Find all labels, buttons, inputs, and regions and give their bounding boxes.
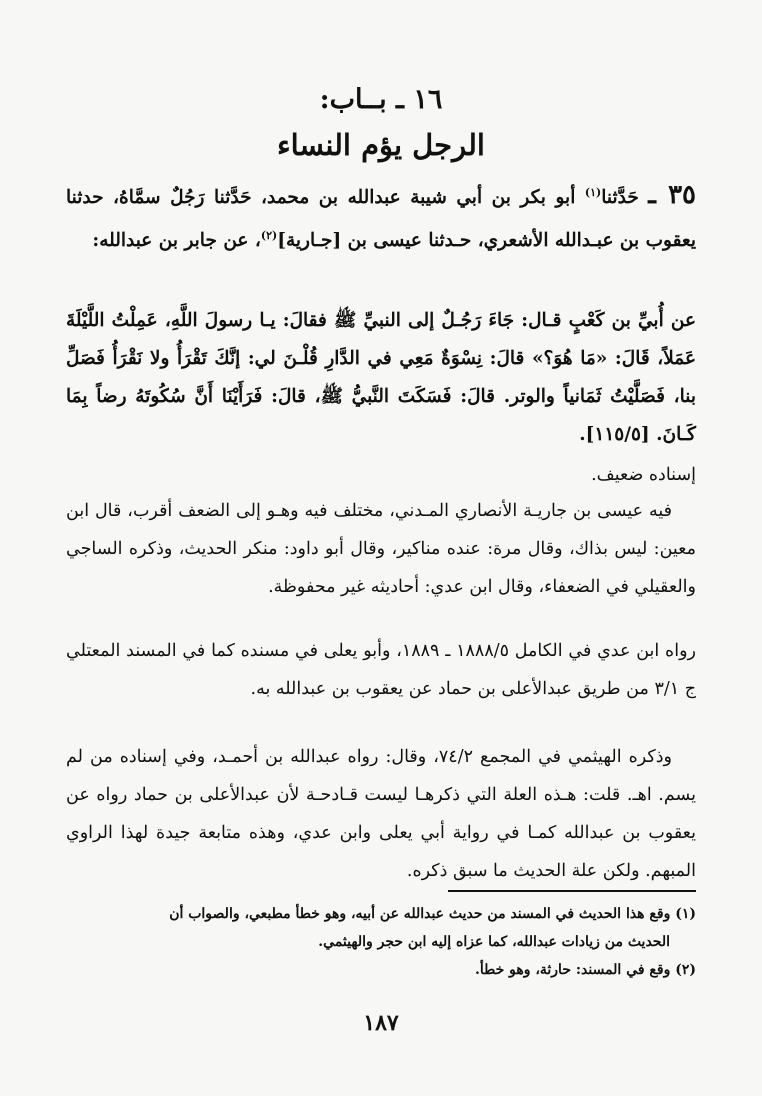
hadith-block [66, 174, 696, 260]
footnote-1-continuation: الحديث من زيادات عبدالله، كما عزاه إليه ابن حجر والهيثمي. [318, 934, 670, 950]
hadith-matn-block [66, 302, 696, 454]
isnad-start: حَدَّثنا [601, 187, 639, 209]
commentary-p3-block [66, 738, 696, 890]
chapter-number-heading: ١٦ ـ بــاب: [319, 84, 443, 115]
grading-block [66, 456, 696, 494]
isnad-end: ، عن جابر بن عبدالله: [92, 230, 261, 252]
hadith-matn: عن أُبيِّ بن كَعْبٍ قـال: جَاءَ رَجُـلٌ إلى النبيِّ ﷺ فقالَ: يـا رسولَ اللَّهِ، عَمِلْتُ اللَّيْلَةَ عَمَلاً، قَالَ: «مَا هُوَ؟» قالَ: نِسْوَةٌ مَعِي في الدَّارِ قُلْـنَ لي: إنَّكَ تَقْرَأُ ولا نَقْرَأُ فَصَلِّ بنا، فَصَلَّيْتُ ثَمَانياً والوتر. قالَ: فَسَكَتَ النَّبيُّ ﷺ، قالَ: فَرَأَيْنَا أَنَّ سُكُوتَهُ رضاً بِمَا كَـانَ. [١١٥/٥]. [66, 310, 696, 445]
commentary-p2-block [66, 632, 696, 708]
chapter-title: الرجل يؤم النساء [277, 128, 485, 162]
footnote-2-text: وقع في المسند: حارثة، وهو خطأ. [474, 962, 671, 978]
commentary-paragraph-2: رواه ابن عدي في الكامل ١٨٨٨/٥ ـ ١٨٨٩، وأبو يعلى في مسنده كما في المسند المعتلي ج ٣/١ من طريق عبدالأعلى بن حماد عن يعقوب بن عبدالله به. [66, 641, 696, 699]
footnotes [66, 900, 696, 984]
footnote-divider [448, 890, 696, 892]
commentary-paragraph-3: وذكره الهيثمي في المجمع ٧٤/٢، وقال: رواه عبدالله بن أحمـد، وفي إسناده من لم يسم. اهـ. قلت: هـذه العلة التي ذكرهـا ليست قـادحـة لأن عبدالأعلى بن حماد رواه عن يعقوب بن عبدالله كمـا في رواية أبي يعلى وابن عدي، وهذه متابعة جيدة لهذا الراوي المبهم. ولكن علة الحديث ما سبق ذكره. [66, 747, 696, 881]
hadith-isnad [66, 174, 696, 260]
footnote-1 [66, 900, 696, 928]
hadith-number: ٣٥ ـ [648, 180, 696, 211]
hadith-grading: إسناده ضعيف. [591, 465, 696, 485]
footnote-marker-1: (١) [584, 186, 602, 199]
footnote-2-marker: (٢) [675, 962, 696, 978]
footnote-marker-2: (٢) [260, 229, 278, 243]
footnote-1-text: وقع هذا الحديث في المسند من حديث عبدالله عن أبيه، وهو خطأ مطبعي، والصواب أن [169, 906, 671, 922]
footnote-1-marker: (١) [675, 906, 696, 922]
commentary-p1-block [66, 492, 696, 606]
isnad-middle: أبو بكر بن أبي شيبة عبدالله بن محمد، حَدَّثنا رَجُلٌ سمَّاهُ، حدثنا يعقوب بن عبـدالله الأشعري، حـدثنا عيسى بن [جـارية] [66, 187, 696, 252]
page-number: ١٨٧ [363, 1010, 399, 1036]
footnote-2 [66, 956, 696, 984]
commentary-paragraph-1: فيه عيسى بن جاريـة الأنصاري المـدني، مختلف فيه وهـو إلى الضعف أقرب، قال ابن معين: ليس بذاك، وقال مرة: عنده مناكير، وقال أبو داود: منكر الحديث، وذكره الساجي والعقيلي في الضعفاء، وقال ابن عدي: أحاديثه غير محفوظة. [66, 501, 696, 597]
